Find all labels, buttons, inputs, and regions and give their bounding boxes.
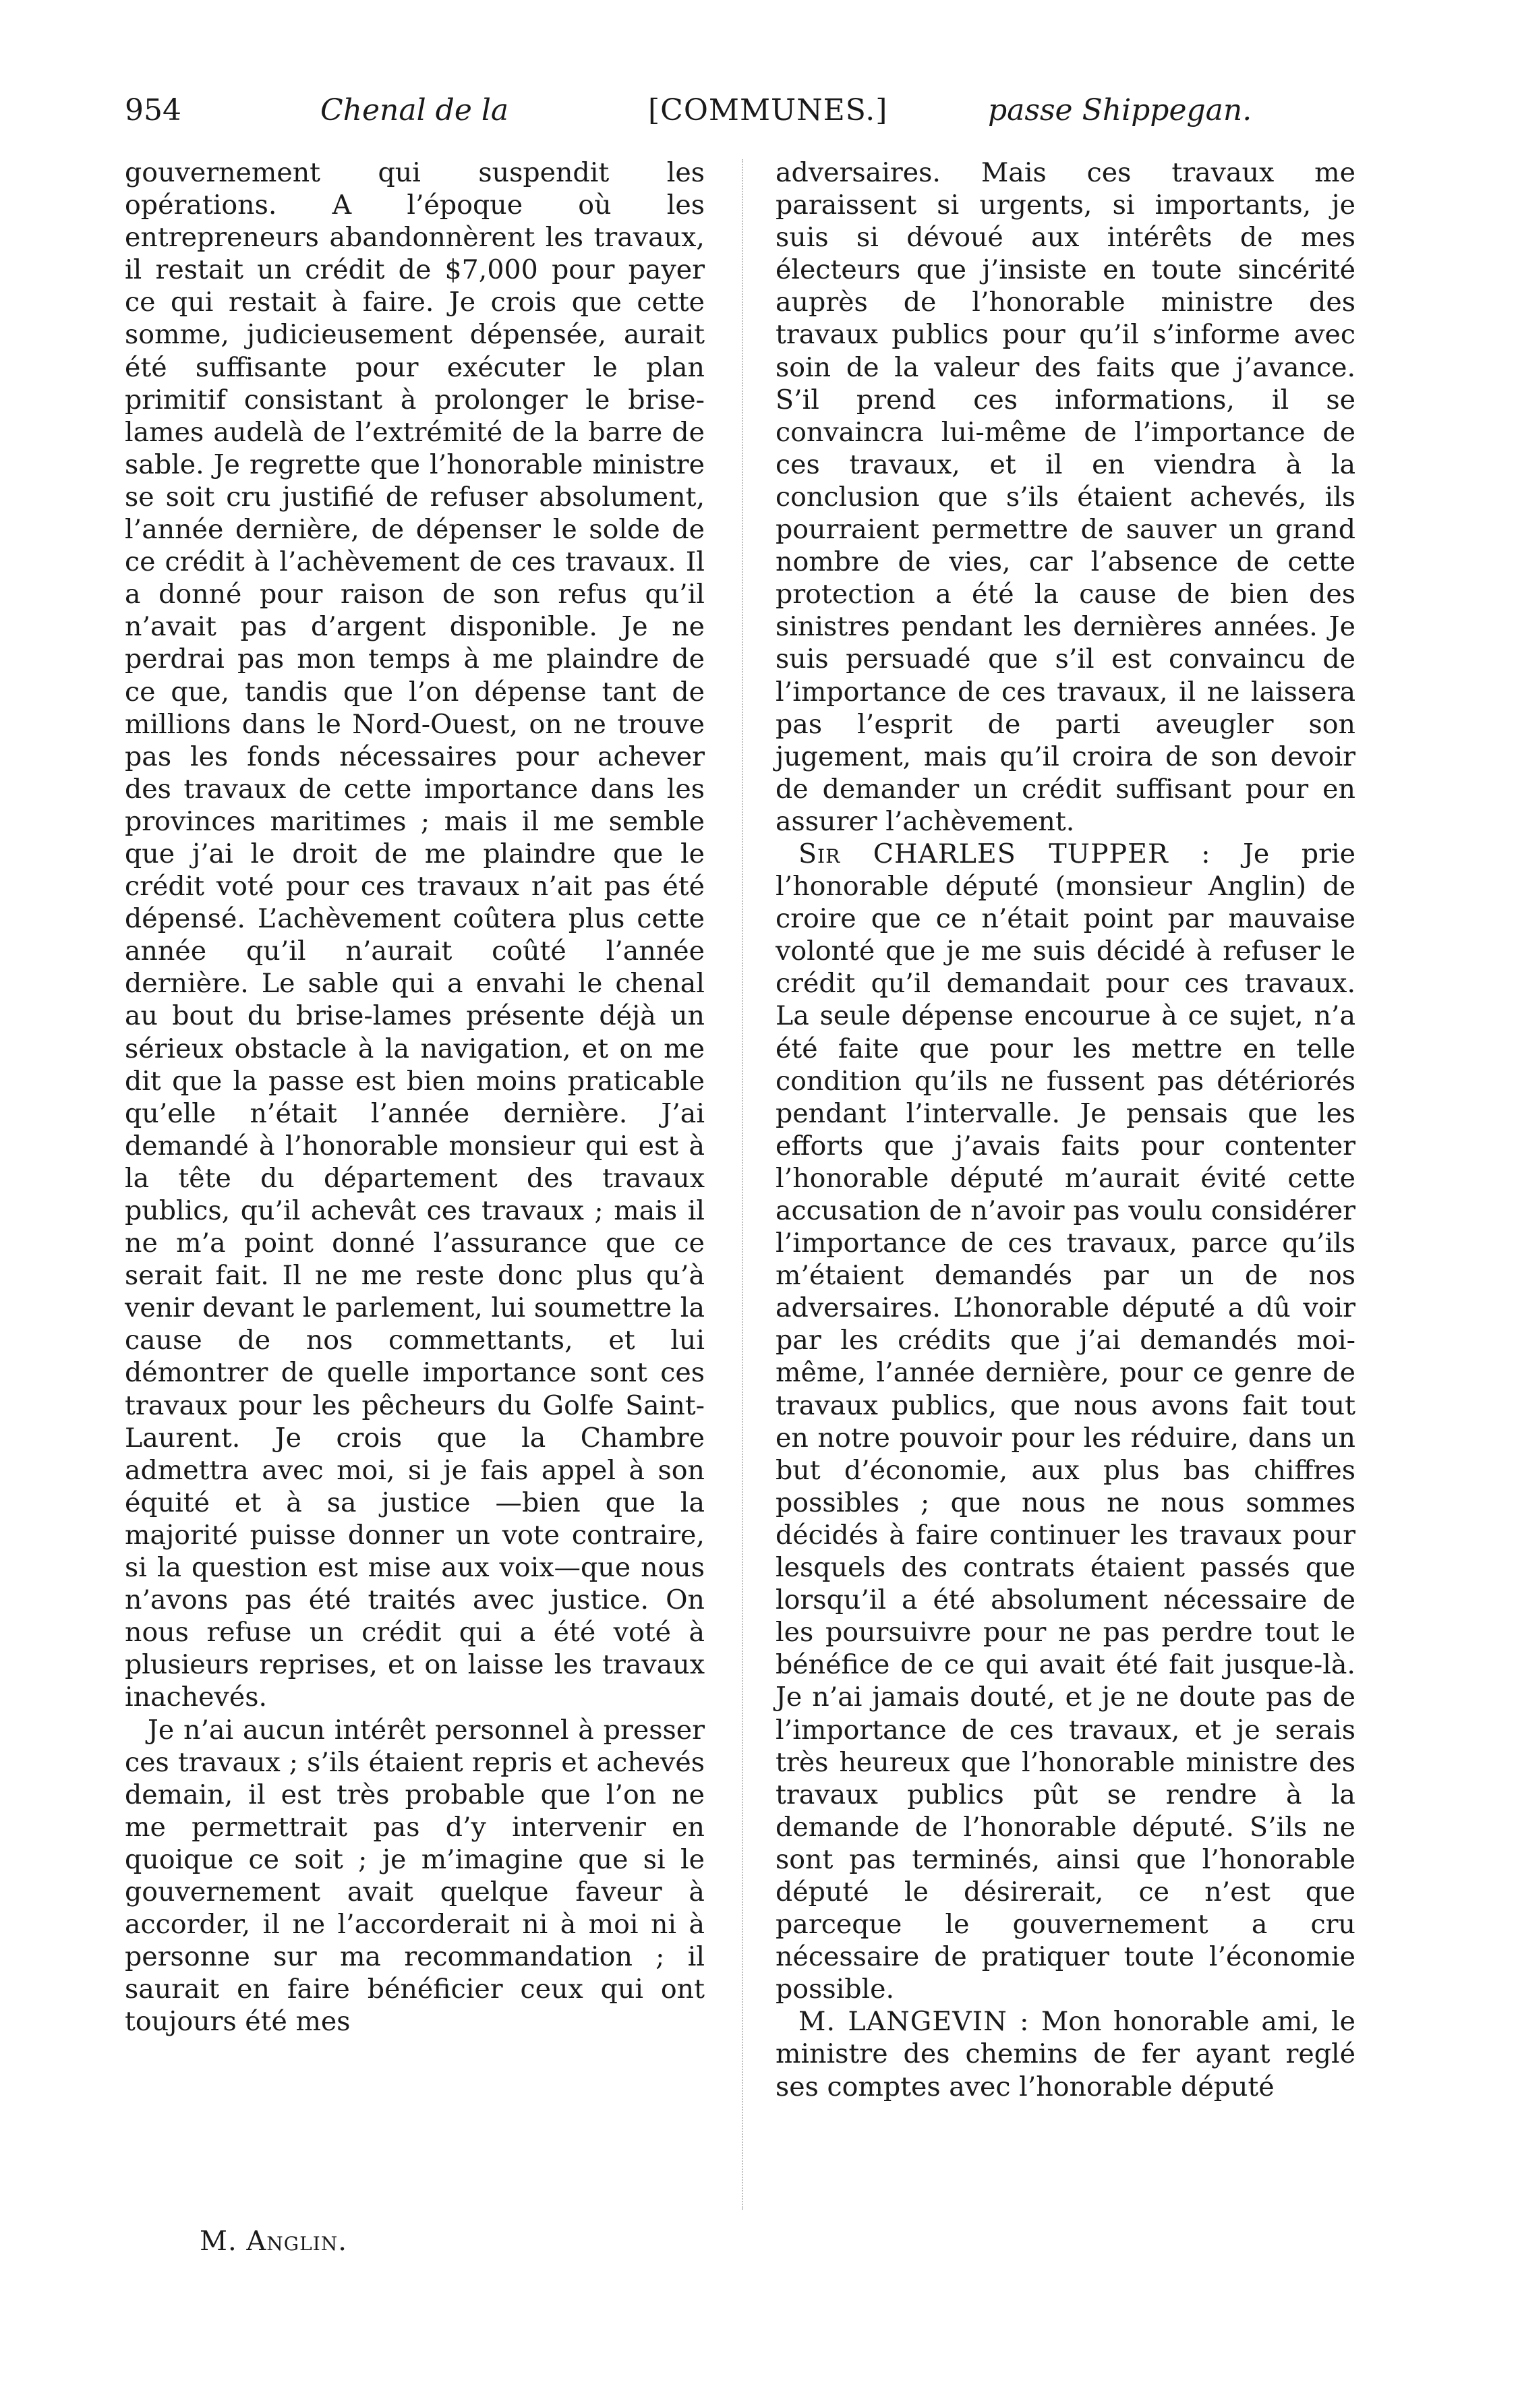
speaker-name-tupper: Sir CHARLES TUPPER : <box>798 838 1211 869</box>
right-column <box>776 156 1355 2103</box>
speaker-name-langevin: M. LANGEVIN : <box>798 2006 1030 2038</box>
speech-text-tupper: Je prie l’honorable député (monsieur Anglin) de croire que ce n’était point par mauvaise volonté que je me suis décidé à refuser le crédit qu’il demandait pour ces travaux. La seule dépense encourue à ce sujet, n’a été faite que pour les mettre en telle condition qu’ils ne fussent pas détériorés pendant l’intervalle. Je pensais que les efforts que j’avais faits pour contenter l’honorable député m’aurait évité cette accusation de n’avoir pas voulu considérer l’importance de ces travaux, parce qu’ils m’étaient demandés par un de nos adversaires. L’honorable député a dû voir par les crédits que j’ai demandés moi-même, l’année dernière, pour ce genre de travaux publics, que nous avons fait tout en notre pouvoir pour les réduire, dans un but d’économie, aux plus bas chiffres possibles ; que nous ne nous sommes décidés à faire continuer les travaux pour lesquels des contrats étaient passés que lorsqu’il a été absolument nécessaire de les poursuivre pour ne pas perdre tout le bénéfice de ce qui avait été fait jusque-là. Je n’ai jamais douté, et je ne doute pas de l’importance de ces travaux, et je serais très heureux que l’honorable ministre des travaux publics pût se rendre à la demande de l’honorable député. S’ils ne sont pas terminés, ainsi que l’honorable député le désirerait, ce n’est que parceque le gouvernement a cru nécessaire de pratiquer toute l’économie possible. <box>776 838 1355 2005</box>
right-paragraph-3 <box>776 2005 1355 2102</box>
running-title-center: [COMMUNES.] <box>648 93 888 127</box>
running-title-right: passe Shippegan. <box>988 93 1252 127</box>
left-paragraph-2: Je n’ai aucun intérêt personnel à presser ces travaux ; s’ils étaient repris et achevés demain, il est très probable que l’on ne me permettrait pas d’y intervenir en quoique ce soit ; je m’imagine que si le gouvernement avait quelque faveur à accorder, il ne l’accorderait ni à moi ni à personne sur ma recommandation ; il saurait en faire bénéficier ceux qui ont toujours été mes <box>125 1714 705 2038</box>
page-header <box>125 93 1312 147</box>
speaker-signature: M. Anglin. <box>200 2226 348 2257</box>
column-divider <box>742 159 743 2210</box>
right-paragraph-2 <box>776 838 1355 2005</box>
right-paragraph-1: adversaires. Mais ces travaux me paraissent si urgents, si importants, je suis si dévoué aux intérêts de mes électeurs que j’insiste en toute sincérité auprès de l’honorable ministre des travaux publics pour qu’il s’informe avec soin de la valeur des faits que j’avance. S’il prend ces informations, il se convaincra lui-même de l’importance de ces travaux, et il en viendra à la conclusion que s’ils étaient achevés, ils pourraient permettre de sauver un grand nombre de vies, car l’absence de cette protection a été la cause de bien des sinistres pendant les dernières années. Je suis persuadé que s’il est convaincu de l’importance de ces travaux, il ne laissera pas l’esprit de parti aveugler son jugement, mais qu’il croira de son devoir de demander un crédit suffisant pour en assurer l’achèvement. <box>776 157 1355 837</box>
speech-text-langevin: Mon honorable ami, le ministre des chemins de fer ayant reglé ses comptes avec l’honorable député <box>776 2006 1355 2102</box>
left-paragraph-1: gouvernement qui suspendit les opérations. A l’époque où les entrepreneurs abandonnèrent les travaux, il restait un crédit de $7,000 pour payer ce qui restait à faire. Je crois que cette somme, judicieusement dépensée, aurait été suffisante pour exécuter le plan primitif consistant à prolonger le brise-lames audelà de l’extrémité de la barre de sable. Je regrette que l’honorable ministre se soit cru justifié de refuser absolument, l’année dernière, de dépenser le solde de ce crédit à l’achèvement de ces travaux. Il a donné pour raison de son refus qu’il n’avait pas d’argent disponible. Je ne perdrai pas mon temps à me plaindre de ce que, tandis que l’on dépense tant de millions dans le Nord-Ouest, on ne trouve pas les fonds nécessaires pour achever des travaux de cette importance dans les provinces maritimes ; mais il me semble que j’ai le droit de me plaindre que le crédit voté pour ces travaux n’ait pas été dépensé. L’achèvement coûtera plus cette année qu’il n’aurait coûté l’année dernière. Le sable qui a envahi le chenal au bout du brise-lames présente déjà un sérieux obstacle à la navigation, et on me dit que la passe est bien moins praticable qu’elle n’était l’année dernière. J’ai demandé à l’honorable monsieur qui est à la tête du département des travaux publics, qu’il achevât ces travaux ; mais il ne m’a point donné l’assurance que ce serait fait. Il ne me reste donc plus qu’à venir devant le parlement, lui soumettre la cause de nos commettants, et lui démontrer de quelle importance sont ces travaux pour les pêcheurs du Golfe Saint-Laurent. Je crois que la Chambre admettra avec moi, si je fais appel à son équité et à sa justice —bien que la majorité puisse donner un vote contraire, si la question est mise aux voix—que nous n’avons pas été traités avec justice. On nous refuse un crédit qui a été voté à plusieurs reprises, et on laisse les travaux inachevés. <box>125 157 705 1713</box>
left-column <box>125 156 705 2038</box>
page-number: 954 <box>125 93 181 127</box>
running-title-left: Chenal de la <box>320 93 509 127</box>
